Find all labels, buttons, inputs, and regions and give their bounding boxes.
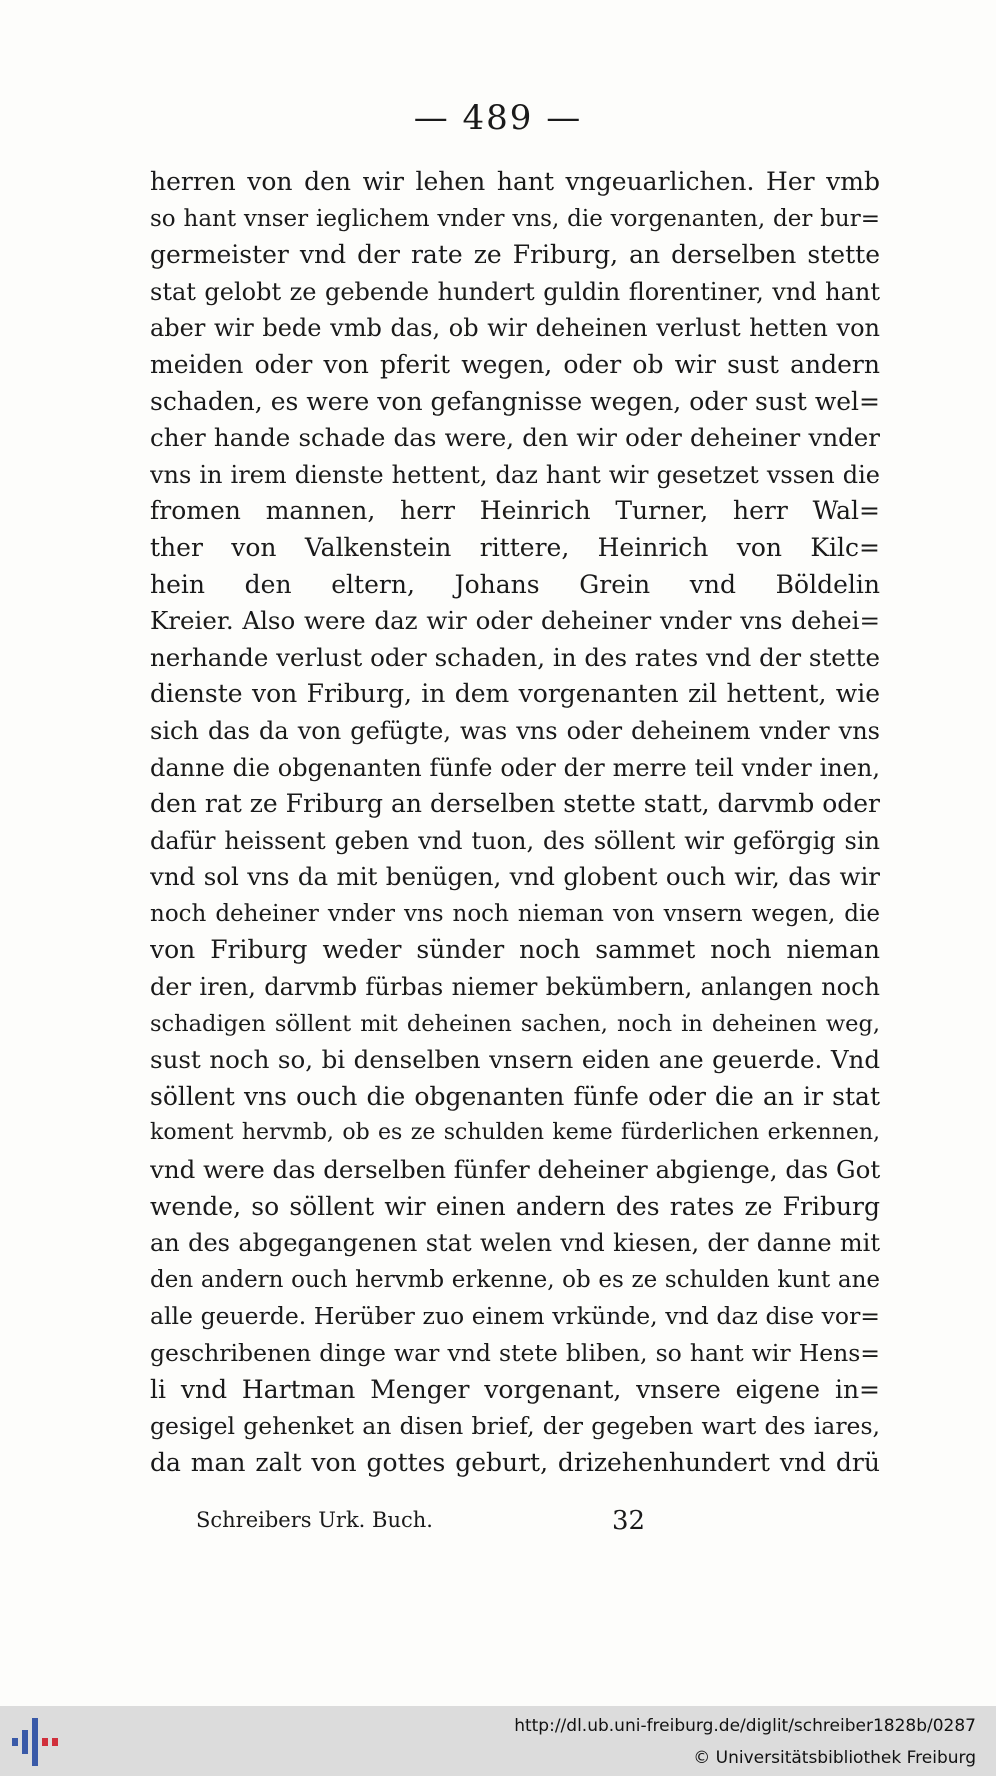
text-line: hein den eltern, Johans Grein vnd Böldelin: [150, 569, 880, 599]
text-line: nerhande verlust oder schaden, in des rates vnd der stette: [150, 642, 880, 672]
text-line: von Friburg weder sünder noch sammet noch nieman: [150, 935, 880, 965]
copyright-notice: © Universitätsbibliothek Freiburg: [693, 1748, 976, 1768]
text-line: wende, so söllent wir einen andern des rates ze Friburg: [150, 1191, 880, 1221]
sheet-number: 32: [612, 1506, 646, 1536]
text-line: Kreier. Also were daz wir oder deheiner vnder vns dehei=: [150, 606, 880, 636]
body-text: [150, 164, 880, 1481]
text-line: den andern ouch hervmb erkenne, ob es ze schulden kunt ane: [150, 1266, 880, 1293]
text-line: alle geuerde. Herüber zuo einem vrkünde, vnd daz dise vor=: [150, 1302, 880, 1331]
text-line: schadigen söllent mit deheinen sachen, noch in deheinen weg,: [150, 1010, 880, 1037]
text-line: noch deheiner vnder vns noch nieman von vnsern wegen, die: [150, 900, 880, 927]
text-line: den rat ze Friburg an derselben stette statt, darvmb oder: [150, 789, 880, 819]
text-line: schaden, es were von gefangnisse wegen, oder sust wel=: [150, 386, 880, 416]
text-line: so hant vnser ieglichem vnder vns, die vorgenanten, der bur=: [150, 205, 880, 232]
text-line: herren von den wir lehen hant vngeuarlichen. Her vmb: [150, 167, 880, 196]
permalink-url[interactable]: http://dl.ub.uni-freiburg.de/diglit/schreiber1828b/0287: [514, 1716, 976, 1736]
text-line: gesigel gehenket an disen brief, der gegeben wart des iares,: [150, 1412, 880, 1441]
text-line: dienste von Friburg, in dem vorgenanten zil hettent, wie: [150, 679, 880, 709]
text-line: stat gelobt ze gebende hundert guldin florentiner, vnd hant: [150, 277, 880, 306]
text-line: danne die obgenanten fünfe oder der merre teil vnder inen,: [150, 753, 880, 782]
signature-mark: Schreibers Urk. Buch.: [196, 1508, 433, 1532]
text-line: koment hervmb, ob es ze schulden keme fürderlichen erkennen,: [150, 1120, 880, 1146]
text-line: vnd were das derselben fünfer deheiner abgienge, das Got: [150, 1155, 880, 1185]
text-line: vns in irem dienste hettent, daz hant wir gesetzet vssen die: [150, 460, 880, 489]
text-line: an des abgegangenen stat welen vnd kiesen, der danne mit: [150, 1229, 880, 1258]
text-line: söllent vns ouch die obgenanten fünfe oder die an ir stat: [150, 1081, 880, 1111]
text-line: vnd sol vns da mit benügen, vnd globent ouch wir, das wir: [150, 862, 880, 892]
text-line: ther von Valkenstein rittere, Heinrich von Kilc=: [150, 532, 880, 562]
text-line: li vnd Hartman Menger vorgenant, vnsere eigene in=: [150, 1374, 880, 1404]
text-line: da man zalt von gottes geburt, drizehenhundert vnd drü: [150, 1447, 880, 1477]
library-footer-bar: [0, 1706, 996, 1776]
text-line: cher hande schade das were, den wir oder deheiner vnder: [150, 423, 880, 453]
text-line: germeister vnd der rate ze Friburg, an derselben stette: [150, 240, 880, 270]
text-line: aber wir bede vmb das, ob wir deheinen verlust hetten von: [150, 314, 880, 343]
text-line: der iren, darvmb fürbas niemer bekümbern, anlangen noch: [150, 973, 880, 1002]
text-line: sich das da von gefügte, was vns oder deheinem vnder vns: [150, 716, 880, 745]
ub-freiburg-logo-icon[interactable]: [10, 1714, 64, 1770]
text-line: dafür heissent geben vnd tuon, des söllent wir geförgig sin: [150, 826, 880, 855]
page-number: — 489 —: [413, 98, 583, 138]
text-line: meiden oder von pferit wegen, oder ob wir sust andern: [150, 349, 880, 379]
text-line: sust noch so, bi denselben vnsern eiden ane geuerde. Vnd: [150, 1045, 880, 1075]
text-line: geschribenen dinge war vnd stete bliben, so hant wir Hens=: [150, 1339, 880, 1367]
text-line: fromen mannen, herr Heinrich Turner, herr Wal=: [150, 496, 880, 526]
